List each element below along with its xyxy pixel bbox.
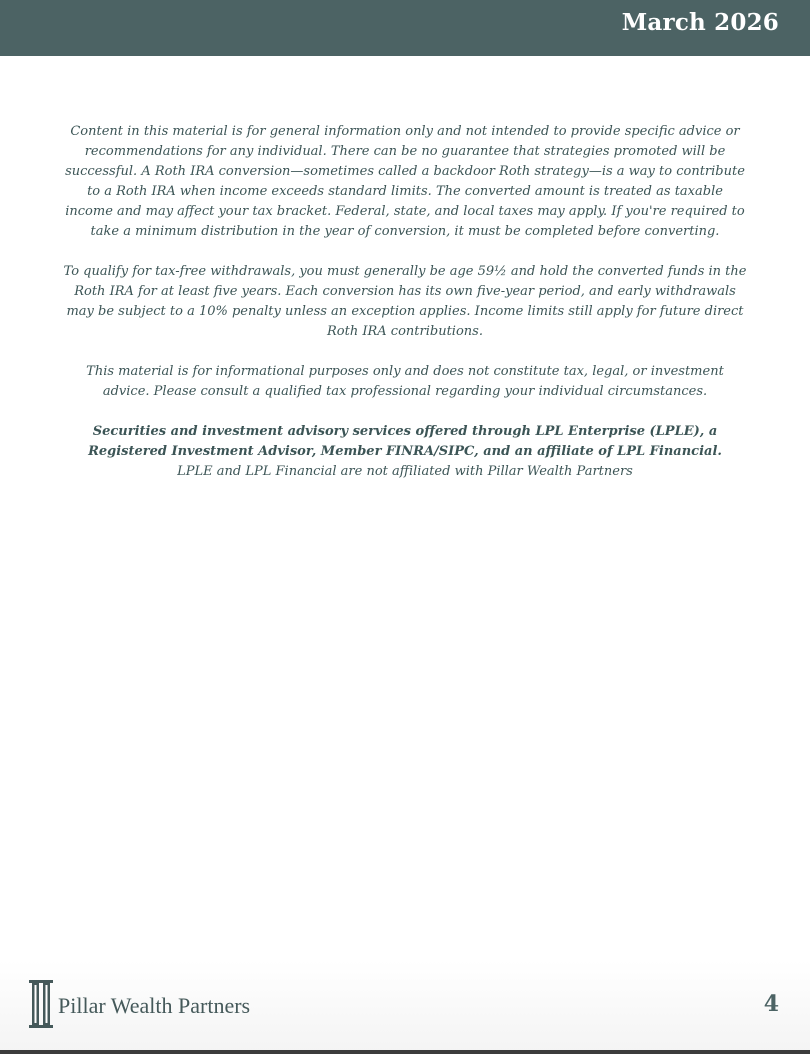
disclaimer-section xyxy=(62,122,748,482)
affiliation-notice: LPLE and LPL Financial are not affiliated with Pillar Wealth Partners xyxy=(177,464,633,479)
disclaimer-paragraph-3: This material is for informational purposes only and does not constitute tax, legal, or investment advice. Please consult a qualified tax professional regarding your individual circumstances. xyxy=(86,364,724,399)
bottom-divider xyxy=(0,1050,810,1054)
page-header xyxy=(0,0,810,56)
disclaimer-paragraph-1: Content in this material is for general information only and not intended to provide specific advice or recommendations for any individual. There can be no guarantee that strategies promoted will be successful. A Roth IRA conversion—sometimes called a backdoor Roth strategy—is a way to contribute to a Roth IRA when income exceeds standard limits. The converted amount is treated as taxable income and may affect your tax bracket. Federal, state, and local taxes may apply. If you're required to take a minimum distribution in the year of conversion, it must be completed before converting. xyxy=(65,124,745,239)
issue-date: March 2026 xyxy=(621,9,779,36)
pillar-logo-icon xyxy=(28,977,56,1031)
page-number: 4 xyxy=(763,991,779,1017)
disclaimer-paragraph-2: To qualify for tax-free withdrawals, you must generally be age 59½ and hold the converted funds in the Roth IRA for at least five years. Each conversion has its own five-year period, and early withdrawals may be subject to a 10% penalty unless an exception applies. Income limits still apply for future direct Roth IRA contributions. xyxy=(63,264,747,339)
securities-notice: Securities and investment advisory services offered through LPL Enterprise (LPLE), a Registered Investment Advisor, Member FINRA/SIPC, and an affiliate of LPL Financial. xyxy=(88,424,722,459)
brand-name: Pillar Wealth Partners xyxy=(58,993,251,1018)
